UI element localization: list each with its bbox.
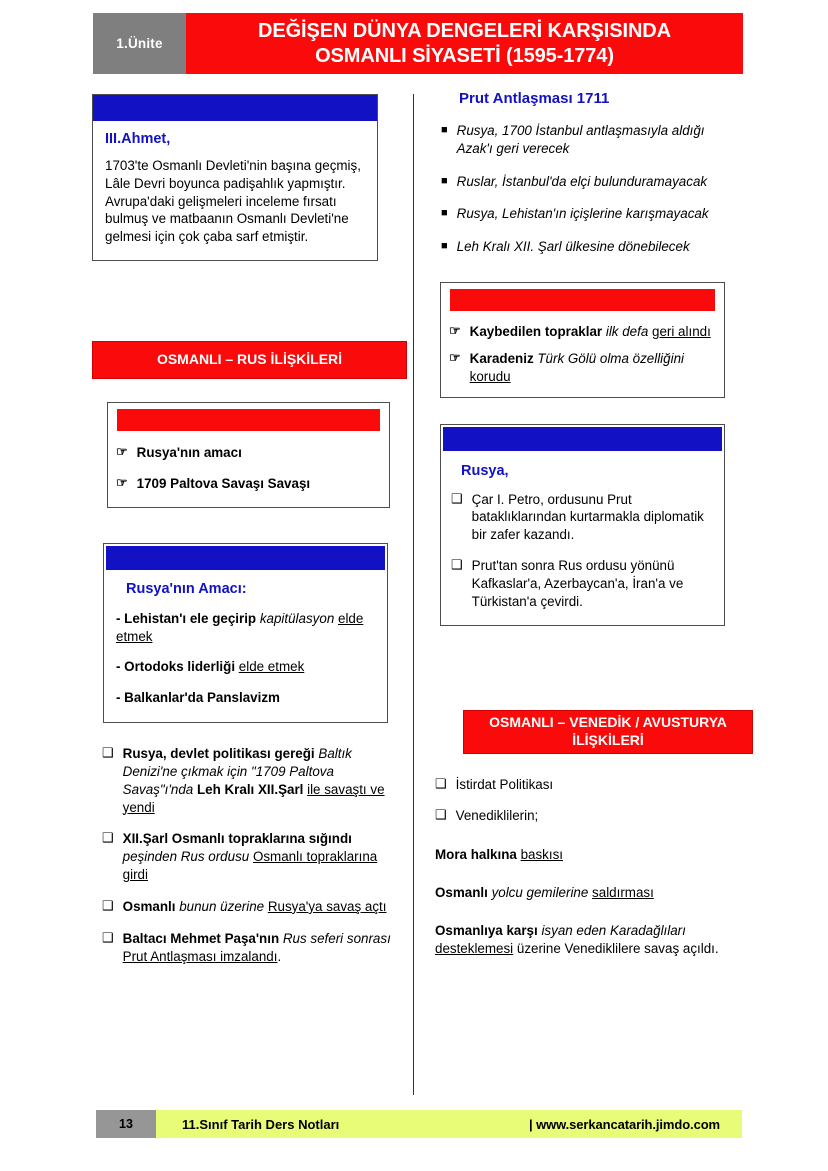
hand-icon: ☞ [449,323,461,339]
list-item-label: XII.Şarl Osmanlı topraklarına sığındı peşinden Rus ordusu Osmanlı topraklarına girdi [122,831,378,883]
left-bullet-list [102,745,394,965]
checkbox-icon: ❑ [435,775,447,791]
page-title-line2: OSMANLI SİYASETİ (1595-1774) [315,44,614,67]
rusya-box-title: Rusya, [461,462,509,479]
rusya-amaci-detail-title: Rusya'nın Amacı: [126,580,247,597]
column-divider [413,94,414,1095]
list-item [449,350,712,386]
checkbox-icon: ❑ [435,807,447,823]
footer-title: 11.Sınıf Tarih Ders Notları [182,1116,340,1132]
osmanli-rus-banner [92,341,407,379]
page-title [186,13,743,74]
list-item-label: Kaybedilen topraklar ilk defa geri alındı [469,324,711,340]
list-item-label: Rusya, devlet politikası gereği Baltık Denizi'ne çıkmak için "1709 Paltova Savaş"ı'nda Leh Kralı XII.Şarl ile savaştı ve yendi [122,746,385,815]
checkbox-icon: ❑ [102,929,114,945]
list-item-label: İstirdat Politikası [455,776,554,792]
venedik-para-2: Osmanlı yolcu gemilerine saldırması [435,885,654,901]
list-item-label: Venediklilerin; [455,808,539,824]
list-item-label: Prut'tan sonra Rus ordusu yönünü Kafkaslar'a, Azerbaycan'a, İran'a ve Türkistan'a çevirdi. [471,558,684,609]
footer-bar [156,1110,742,1138]
rusya-amaci-detail-box [103,543,388,723]
rusya-box-caption [443,427,722,451]
list-item [435,776,740,794]
page-footer [96,1110,742,1138]
square-bullet-icon: ■ [441,174,448,187]
osmanli-venedik-banner [463,710,753,754]
right-column [435,90,757,958]
square-bullet-icon: ■ [441,124,448,136]
list-item [435,807,740,825]
page-header [93,13,743,74]
list-item [441,205,741,223]
list-item [451,491,712,544]
list-item [441,122,741,158]
list-item [449,323,712,341]
rusya-amaci-detail-caption [106,546,385,570]
osmanli-venedik-banner-line2: İLİŞKİLERİ [572,731,644,748]
list-item-label: Ruslar, İstanbul'da elçi bulunduramayacak [456,173,708,189]
list-item [116,475,377,493]
page-title-line1: DEĞİŞEN DÜNYA DENGELERİ KARŞISINDA [258,20,671,43]
list-item [102,930,394,966]
amac-item-2 [116,658,375,676]
hand-icon: ☞ [116,444,128,460]
list-item-label: Çar I. Petro, ordusunu Prut bataklıklarından kurtarmakla diplomatik bir zafer kazandı. [471,491,704,543]
unit-badge: 1.Ünite [93,13,186,74]
checkbox-icon: ❑ [451,557,463,573]
venedik-para-3: Osmanlıya karşı isyan eden Karadağlıları desteklemesi üzerine Venediklilere savaş açıldı. [435,922,719,956]
osmanli-venedik-banner-line1: OSMANLI – VENEDİK / AVUSTURYA [489,714,727,731]
amac-item-1-underline: elde etmek [116,610,364,644]
rusya-amaci-summary-box [107,402,390,508]
ahmet-box-caption [93,95,377,121]
ahmet-box-title: III.Ahmet, [105,131,171,147]
list-item-label: Rusya, Lehistan'ın içişlerine karışmayacak [456,206,709,222]
checkbox-icon: ❑ [451,490,463,506]
footer-url[interactable]: | www.serkancatarih.jimdo.com [529,1116,720,1132]
page-number: 13 [96,1110,156,1138]
hand-icon: ☞ [116,474,128,490]
list-item-label: Rusya'nın amacı [136,445,242,461]
kayip-topraklar-caption [450,289,715,311]
amac-item-3-lead: - Balkanlar'da Panslavizm [116,690,280,706]
hand-icon: ☞ [449,349,461,365]
checkbox-icon: ❑ [102,897,114,913]
ahmet-box-body: 1703'te Osmanlı Devleti'nin başına geçmiş, Lâle Devri boyunca padişahlık yapmıştır. Avrupa'daki gelişmeleri inceleme fırsatı bulmuş ve matbaanın Osmanlı Devleti'ne gelmesi için çok çaba sarf etmiştir. [105,158,361,245]
checkbox-icon: ❑ [102,830,114,846]
checkbox-icon: ❑ [102,745,114,761]
list-item [102,830,394,883]
list-item [441,173,741,191]
rusya-amaci-summary-caption [117,409,380,431]
square-bullet-icon: ■ [441,207,448,220]
venedik-paragraphs [435,846,740,957]
list-item [102,745,394,816]
square-bullet-icon: ■ [441,240,448,253]
amac-item-2-underline: elde etmek [238,659,305,675]
prut-title: Prut Antlaşması 1711 [459,90,610,107]
left-column [92,94,402,965]
list-item-label: Baltacı Mehmet Paşa'nın Rus seferi sonrası Prut Antlaşması imzalandı. [122,930,391,964]
venedik-para-1: Mora halkına baskısı [435,847,563,863]
rusya-box [440,424,725,626]
list-item [116,444,377,462]
list-item [451,557,712,610]
amac-item-1-italic: kapitülasyon [259,610,338,626]
list-item-label: Leh Kralı XII. Şarl ülkesine dönebilecek [456,239,690,255]
venedik-bullet-list [435,776,740,826]
kayip-topraklar-box [440,282,725,397]
list-item-label: Karadeniz Türk Gölü olma özelliğini korudu [469,350,684,384]
list-item-label: Rusya, 1700 İstanbul antlaşmasıyla aldığı Azak'ı geri verecek [456,123,705,156]
ahmet-box [92,94,378,261]
amac-item-1 [116,610,375,646]
amac-item-2-lead: - Ortodoks liderliği [116,659,239,675]
list-item-label: 1709 Paltova Savaşı Savaşı [136,475,311,491]
list-item-label: Osmanlı bunun üzerine Rusya'ya savaş açtı [122,898,387,914]
amac-item-1-lead: - Lehistan'ı ele geçirip [116,610,260,626]
amac-item-3 [116,689,375,707]
list-item [441,238,741,256]
osmanli-rus-banner-label: OSMANLI – RUS İLİŞKİLERİ [156,351,343,368]
prut-list [441,122,741,256]
list-item [102,898,394,916]
